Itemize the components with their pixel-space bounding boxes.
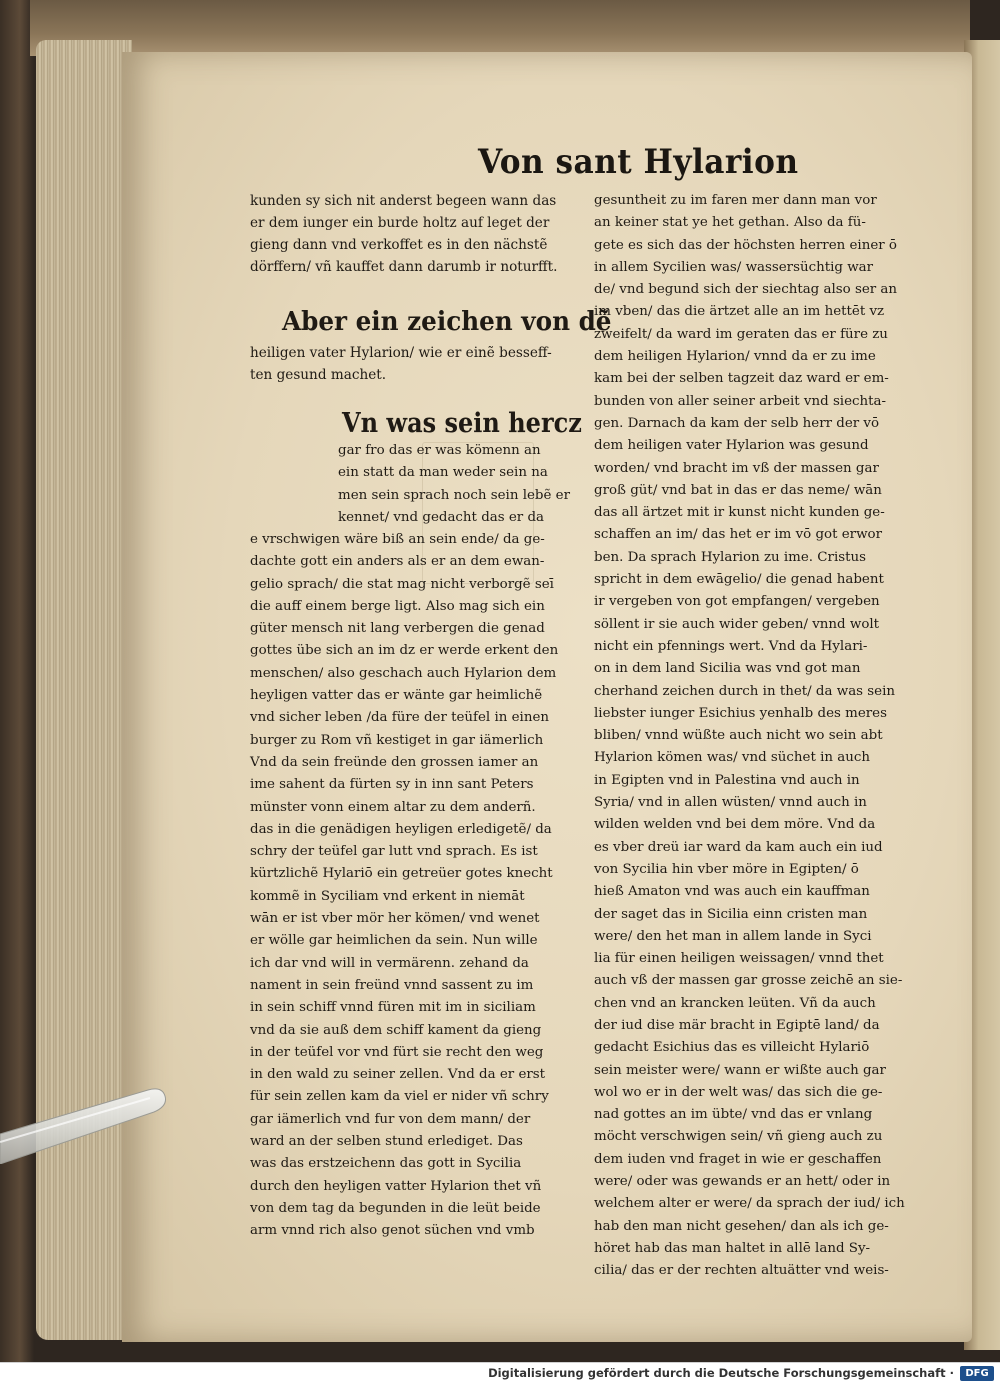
section-title: Aber ein zeichen von dẽ (282, 307, 612, 337)
text-line: auch vß der massen gar grosse zeichē an sie- (594, 973, 903, 989)
funding-credit: Digitalisierung gefördert durch die Deutsche Forschungsgemeinschaft · (488, 1366, 954, 1380)
text-line: kunden sy sich nit anderst begeen wann das (250, 193, 557, 209)
text-line: von Sycilia hin vber möre in Egipten/ ō (594, 861, 859, 877)
text-line: gottes übe sich an im dz er werde erkent den (250, 643, 559, 659)
text-line: chen vnd an krancken leüten. Vñ da auch (594, 995, 876, 1011)
running-header: Von sant Hylarion (478, 142, 799, 182)
text-line: dem heiligen vater Hylarion was gesund (594, 438, 869, 454)
text-line: nament in sein freünd vnnd sassent zu im (250, 977, 534, 993)
text-line: men sein sprach noch sein lebẽ er (338, 487, 570, 503)
text-line: menschen/ also geschach auch Hylarion dem (250, 665, 557, 681)
text-line: dachte gott ein anders als er an dem ewan- (250, 554, 545, 570)
text-line: ich dar vnd will in vermärenn. zehand da (250, 955, 529, 971)
text-line: münster vonn einem altar zu dem anderñ. (250, 799, 536, 815)
text-line: welchem alter er were/ da sprach der iud/ ich (594, 1196, 905, 1212)
text-line: was das erstzeichenn das gott in Sycilia (250, 1156, 522, 1172)
indented-paragraph (338, 440, 588, 529)
text-line: gete es sich das der höchsten herren einer ō (594, 237, 897, 253)
text-line: das all ärtzet mit ir kunst nicht kunden ge- (594, 505, 885, 521)
text-line: ten gesund machet. (250, 367, 387, 383)
text-line: dem iuden vnd fraget in wie er geschaffen (594, 1151, 882, 1167)
text-line: de/ vnd begund sich der siechtag also ser an (594, 282, 898, 298)
text-line: lia für einen heiligen weissagen/ vnnd thet (594, 951, 884, 967)
page-edges (36, 40, 132, 1340)
text-line: kommẽ in Syciliam vnd erkent in niemāt (250, 888, 525, 904)
text-line: dörffern/ vñ kauffet dann darumb ir noturfft. (250, 259, 558, 275)
text-line: vnd sicher leben /da füre der teüfel in einen (250, 710, 549, 726)
text-line: heyligen vatter das er wänte gar heimlichẽ (250, 688, 543, 704)
text-line: in allem Sycilien was/ wassersüchtig war (594, 259, 874, 275)
section-subtitle (250, 342, 580, 386)
footer-bar (0, 1362, 1000, 1385)
text-line: güter mensch nit lang verbergen die genad (250, 621, 545, 637)
text-line: ir vergeben von got empfangen/ vergeben (594, 594, 880, 610)
text-line: vnd da sie auß dem schiff kament da gieng (250, 1022, 542, 1038)
text-line: söllent ir sie auch wider geben/ vnnd wolt (594, 616, 880, 632)
text-line: gen. Darnach da kam der selb herr der vō (594, 415, 880, 431)
text-line: das in die genädigen heyligen erledigetẽ/ da (250, 821, 552, 837)
text-line: hieß Amaton vnd was auch ein kauffman (594, 884, 870, 900)
text-line: gesuntheit zu im faren mer dann man vor (594, 193, 877, 208)
text-line: es vber dreü iar ward da kam auch ein iud (594, 839, 883, 855)
text-line: gelio sprach/ die stat mag nicht verborgẽ seī (250, 576, 554, 592)
text-line: der saget das in Sicilia einn cristen man (594, 906, 868, 922)
text-line: von dem tag da begunden in die leüt beide (250, 1200, 541, 1216)
text-line: ein statt da man weder sein na (338, 465, 548, 481)
text-line: wilden welden vnd bei dem möre. Vnd da (594, 817, 876, 833)
text-line: e vrschwigen wäre biß an sein ende/ da ge- (250, 532, 545, 547)
text-line: kürtzlichẽ Hylariō ein getreüer gotes knecht (250, 866, 553, 882)
text-line: heiligen vater Hylarion/ wie er einẽ besseff- (250, 345, 552, 361)
text-line: schaffen an im/ das het er im vō got erwor (594, 527, 883, 543)
text-line: höret hab das man haltet in allē land Sy- (594, 1240, 871, 1256)
text-line: gar iämerlich vnd fur von dem mann/ der (250, 1111, 531, 1127)
text-line: worden/ vnd bracht im vß der massen gar (594, 460, 879, 476)
text-line: gedacht Esichius das es villeicht Hylariō (594, 1040, 870, 1056)
text-line: nad gottes an im übte/ vnd das er vnlang (594, 1107, 873, 1123)
text-line: nicht ein pfennings wert. Vnd da Hylari- (594, 638, 868, 654)
text-line: sein meister were/ wann er wißte auch gar (594, 1062, 886, 1078)
text-line: in den wald zu seiner zellen. Vnd da er erst (250, 1067, 546, 1083)
text-line: liebster iunger Esichius yenhalb des meres (594, 705, 887, 721)
text-line: im vben/ das die ärtzet alle an im hettēt vz (594, 304, 885, 320)
text-line: arm vnnd rich also genot süchen vnd vmb (250, 1223, 535, 1239)
text-line: groß güt/ vnd bat in das er das neme/ wān (594, 482, 882, 498)
text-line: Hylarion kömen was/ vnd süchet in auch (594, 750, 870, 766)
text-line: er dem iunger ein burde holtz auf leget der (250, 215, 550, 231)
text-line: durch den heyligen vatter Hylarion thet vñ (250, 1178, 542, 1194)
text-line: an keiner stat ye het gethan. Also da fü- (594, 215, 866, 231)
text-line: burger zu Rom vñ kestiget in gar iämerlich (250, 732, 544, 748)
text-line: wān er ist vber mör her kömen/ vnd wenet (250, 911, 540, 927)
text-line: in der teüfel vor vnd fürt sie recht den weg (250, 1044, 544, 1060)
text-line: hab den man nicht gesehen/ dan als ich ge- (594, 1218, 889, 1234)
text-line: die auff einem berge ligt. Also mag sich ein (250, 598, 545, 614)
text-line: were/ den het man in allem lande in Syci (594, 928, 872, 944)
text-line: cherhand zeichen durch in thet/ da was sein (594, 683, 896, 699)
text-line: schry der teüfel gar lutt vnd sprach. Es ist (250, 844, 538, 860)
text-line: ben. Da sprach Hylarion zu ime. Cristus (594, 549, 866, 565)
text-line: der iud dise mär bracht in Egiptē land/ da (594, 1017, 880, 1033)
text-line: dem heiligen Hylarion/ vnnd da er zu ime (594, 349, 876, 365)
text-line: spricht in dem ewāgelio/ die genad habent (594, 572, 884, 588)
text-line: in sein schiff vnnd füren mit im in siciliam (250, 1000, 536, 1016)
text-line: on in dem land Sicilia was vnd got man (594, 661, 861, 677)
text-line: er wölle gar heimlichen da sein. Nun wille (250, 933, 538, 949)
dfg-logo: DFG (960, 1366, 994, 1381)
text-line: bunden von aller seiner arbeit vnd siechta- (594, 393, 887, 409)
text-line: Vnd da sein freünde den grossen iamer an (250, 754, 539, 770)
text-line: gar fro das er was kömenn an (338, 443, 541, 458)
text-line: kennet/ vnd gedacht das er da (338, 509, 545, 525)
book-top-edge (30, 0, 970, 56)
text-line: bliben/ vnnd wüßte auch nicht wo sein abt (594, 728, 883, 744)
text-line: wol wo er in der welt was/ das sich die ge- (594, 1084, 883, 1100)
initial-line: Vn was sein hercz (342, 408, 582, 439)
text-line: kam bei der selben tagzeit daz ward er em- (594, 371, 889, 387)
left-column-top (250, 190, 580, 278)
text-line: were/ oder was gewands er an hett/ oder in (594, 1174, 891, 1190)
text-line: cilia/ das er der rechten altuätter vnd weis- (594, 1263, 889, 1279)
text-line: Syria/ vnd in allen wüsten/ vnnd auch in (594, 795, 867, 811)
left-column-main (250, 529, 590, 1243)
right-column (594, 190, 939, 1283)
text-line: möcht verschwigen sein/ vñ gieng auch zu (594, 1129, 883, 1145)
text-line: ward an der selben stund erlediget. Das (250, 1134, 523, 1150)
text-line: gieng dann vnd verkoffet es in den nächstẽ (250, 237, 548, 253)
text-line: ime sahent da fürten sy in inn sant Peters (250, 777, 534, 793)
text-line: zweifelt/ da ward im geraten das er füre zu (594, 326, 888, 342)
text-line: in Egipten vnd in Palestina vnd auch in (594, 772, 860, 788)
text-line: für sein zellen kam da viel er nider vñ schry (250, 1089, 549, 1105)
